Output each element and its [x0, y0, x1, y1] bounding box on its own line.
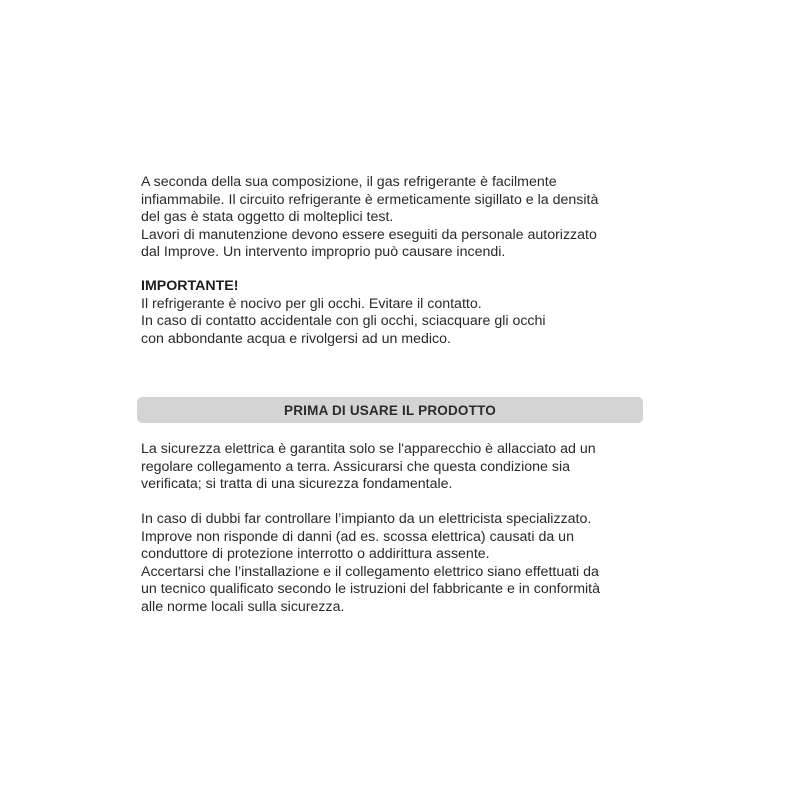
- paragraph-line: un tecnico qualificato secondo le istruzioni del fabbricante e in conformità: [141, 581, 600, 597]
- paragraph-line: Lavori di manutenzione devono essere eseguiti da personale autorizzato: [141, 226, 597, 243]
- paragraph-line: conduttore di protezione interrotto o addirittura assente.: [141, 546, 490, 562]
- paragraph-line: con abbondante acqua e rivolgersi ad un medico.: [141, 330, 451, 347]
- paragraph-line: infiammabile. Il circuito refrigerante è ermeticamente sigillato e la densità: [141, 191, 599, 208]
- section-heading-bar: [137, 397, 643, 423]
- paragraph-line: Improve non risponde di danni (ad es. scossa elettrica) causati da un: [141, 528, 574, 545]
- paragraph-line: del gas è stata oggetto di molteplici test.: [141, 209, 394, 225]
- paragraph-line: Accertarsi che l’installazione e il collegamento elettrico siano effettuati da: [141, 563, 599, 580]
- paragraph-line: verificata; si tratta di una sicurezza fondamentale.: [141, 476, 453, 492]
- refrigerant-paragraph: [141, 174, 651, 262]
- paragraph-line: La sicurezza elettrica è garantita solo se l'apparecchio è allacciato ad un: [141, 441, 596, 457]
- paragraph-line: In caso di contatto accidentale con gli occhi, sciacquare gli occhi: [141, 313, 546, 329]
- installation-check-paragraph: [141, 511, 651, 616]
- paragraph-line: In caso di dubbi far controllare l’impianto da un elettricista specializzato.: [141, 511, 592, 527]
- electrical-safety-paragraph: [141, 441, 651, 494]
- section-heading: PRIMA DI USARE IL PRODOTTO: [284, 402, 496, 418]
- important-notice: [141, 278, 651, 348]
- paragraph-line: Il refrigerante è nocivo per gli occhi. Evitare il contatto.: [141, 295, 482, 312]
- paragraph-line: A seconda della sua composizione, il gas refrigerante è facilmente: [141, 174, 557, 190]
- paragraph-line: dal Improve. Un intervento improprio può causare incendi.: [141, 244, 506, 260]
- paragraph-line: alle norme locali sulla sicurezza.: [141, 598, 345, 615]
- paragraph-line: regolare collegamento a terra. Assicurarsi che questa condizione sia: [141, 458, 571, 475]
- important-title: IMPORTANTE!: [141, 278, 239, 294]
